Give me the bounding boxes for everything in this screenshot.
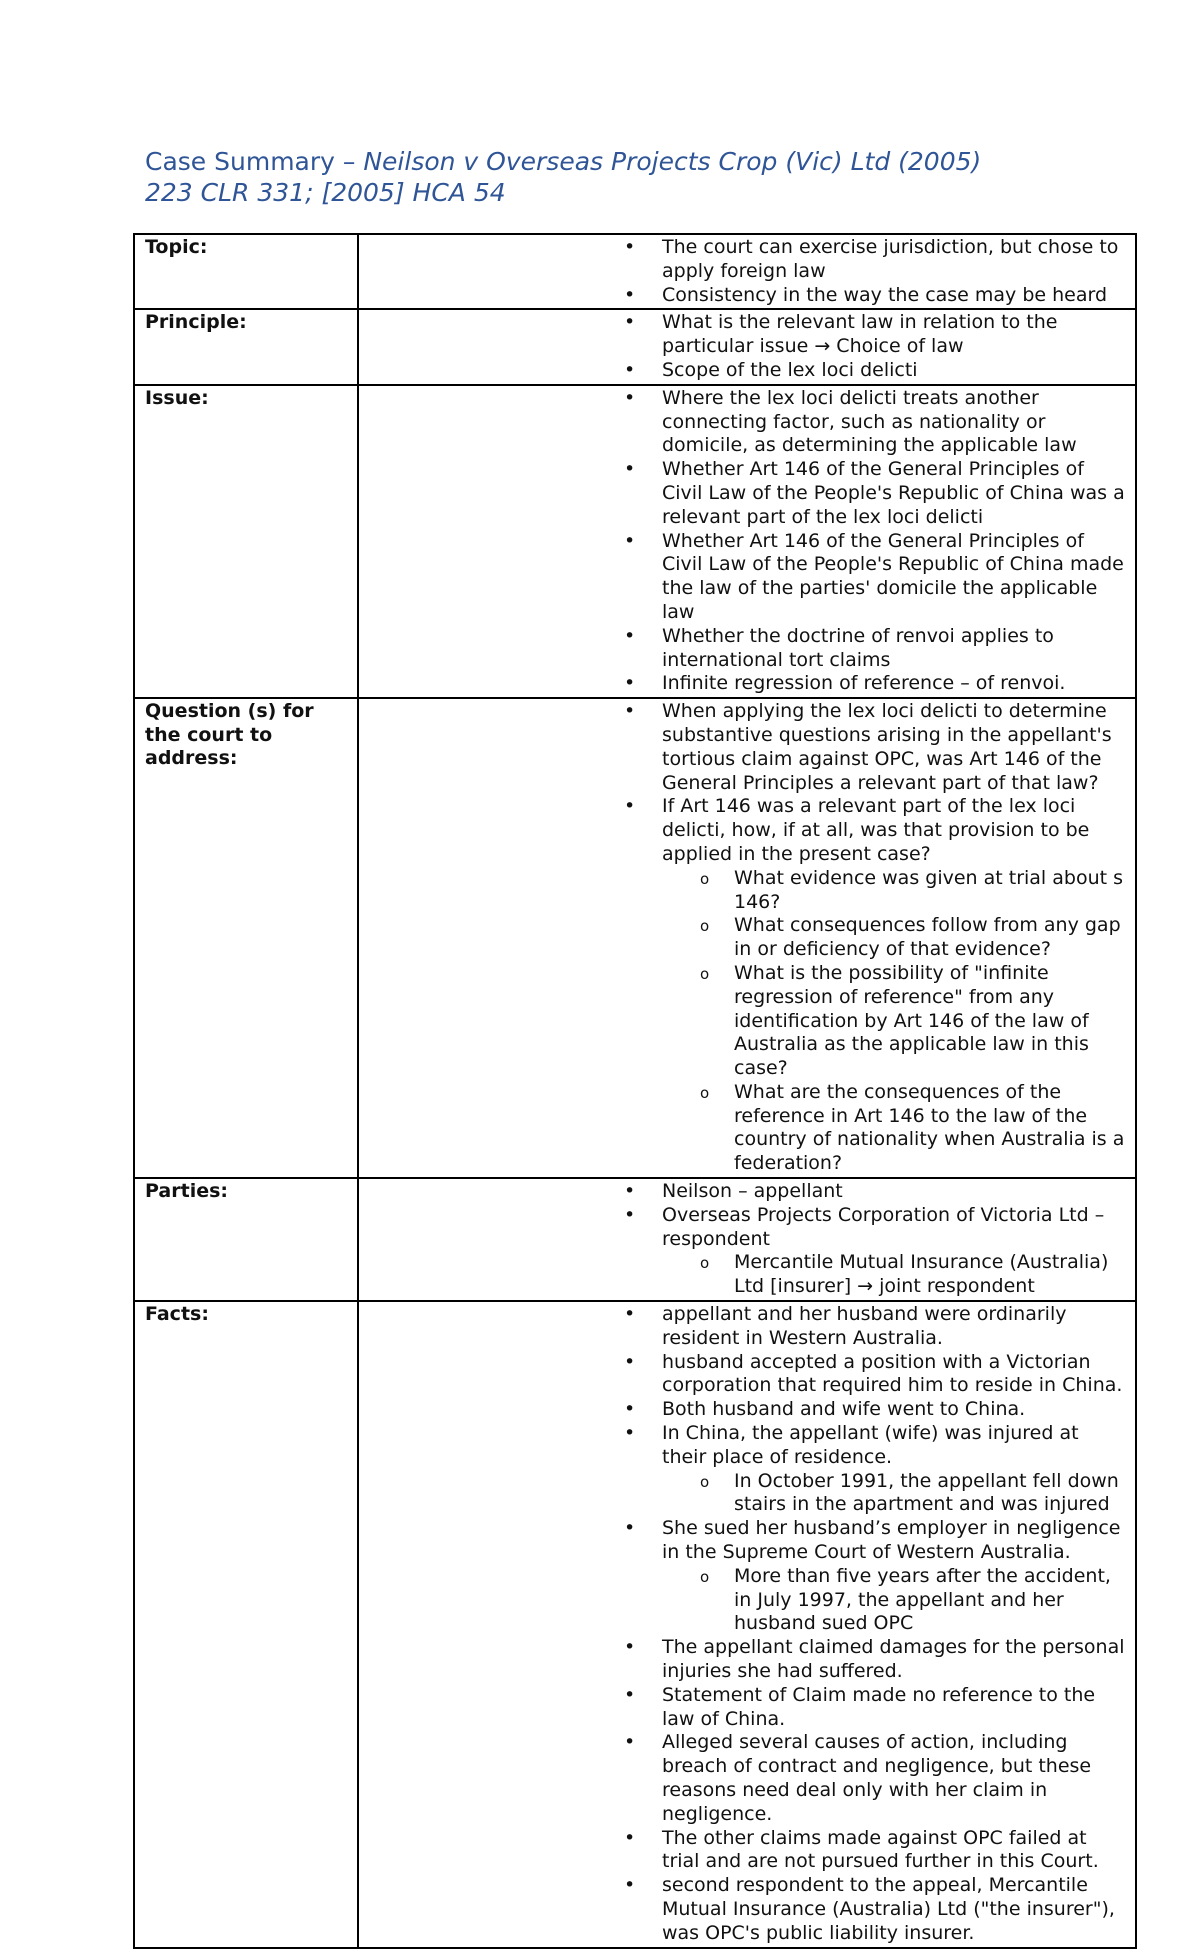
table-row bbox=[134, 698, 1136, 1178]
row-content bbox=[358, 1301, 1136, 1948]
list-item-text: husband accepted a position with a Victorian corporation that required him to reside in China. bbox=[662, 1350, 1123, 1397]
list-item bbox=[359, 1204, 1125, 1299]
row-content bbox=[358, 698, 1136, 1178]
row-label: Issue: bbox=[134, 385, 358, 698]
list-item-text: If Art 146 was a relevant part of the lex loci delicti, how, if at all, was that provision to be applied in the present case? bbox=[662, 795, 1090, 865]
bullet-list bbox=[579, 1180, 1125, 1299]
title-case-name: Neilson v Overseas Projects Crop (Vic) Ltd (2005) bbox=[363, 147, 982, 176]
sub-list bbox=[662, 1565, 1125, 1636]
list-item-text: When applying the lex loci delicti to determine substantive questions arising in the appellant's tortious claim against OPC, was Art 146 of the General Principles a relevant part of that law? bbox=[662, 700, 1112, 794]
list-item-text: Neilson – appellant bbox=[662, 1180, 843, 1203]
list-item-text: The court can exercise jurisdiction, but chose to apply foreign law bbox=[662, 236, 1119, 282]
sub-list bbox=[662, 1470, 1125, 1518]
sub-list-item: o More than five years after the accident, in July 1997, the appellant and her husband sued OPC bbox=[662, 1565, 1125, 1636]
bullet-list bbox=[579, 311, 1125, 382]
list-item bbox=[359, 387, 1125, 458]
row-label: Principle: bbox=[134, 309, 358, 384]
row-label: Facts: bbox=[134, 1301, 358, 1948]
bullet-list bbox=[579, 387, 1125, 696]
list-item bbox=[359, 359, 1125, 383]
sub-list-item: o What is the possibility of "infinite regression of reference" from any identification by Art 146 of the law of Australia as the applicable law in this case? bbox=[662, 962, 1125, 1081]
list-item-text: The other claims made against OPC failed at trial and are not pursued further in this Court. bbox=[662, 1826, 1099, 1873]
list-item-text: She sued her husband’s employer in negligence in the Supreme Court of Western Australia. bbox=[662, 1517, 1121, 1564]
sub-list bbox=[662, 867, 1125, 1176]
sub-list bbox=[662, 1251, 1125, 1299]
case-summary-table bbox=[133, 233, 1137, 1949]
list-item-text: second respondent to the appeal, Mercantile Mutual Insurance (Australia) Ltd ("the insurer"), was OPC's public liability insurer. bbox=[662, 1874, 1115, 1944]
list-item bbox=[359, 625, 1125, 673]
list-item-text: What is the relevant law in relation to the particular issue → Choice of law bbox=[662, 311, 1058, 358]
list-item bbox=[359, 1351, 1125, 1399]
list-item bbox=[359, 1303, 1125, 1351]
list-item-text: Both husband and wife went to China. bbox=[662, 1398, 1026, 1421]
list-item bbox=[359, 458, 1125, 529]
list-item-text: Scope of the lex loci delicti bbox=[662, 358, 918, 381]
sub-list-item: o In October 1991, the appellant fell down stairs in the apartment and was injured bbox=[662, 1470, 1125, 1518]
row-content bbox=[358, 309, 1136, 384]
sub-list-item: o Mercantile Mutual Insurance (Australia) Ltd [insurer] → joint respondent bbox=[662, 1251, 1125, 1299]
list-item-text: The appellant claimed damages for the personal injuries she had suffered. bbox=[662, 1636, 1125, 1683]
list-item bbox=[359, 672, 1125, 696]
sub-list-item: o What are the consequences of the reference in Art 146 to the law of the country of nationality when Australia is a federation? bbox=[662, 1081, 1125, 1176]
table-row bbox=[134, 1178, 1136, 1301]
list-item bbox=[359, 1422, 1125, 1517]
row-content bbox=[358, 385, 1136, 698]
list-item-text: In China, the appellant (wife) was injured at their place of residence. bbox=[662, 1422, 1079, 1468]
list-item-text: Whether Art 146 of the General Principles of Civil Law of the People's Republic of China was a relevant part of the lex loci delicti bbox=[662, 458, 1125, 528]
bullet-list bbox=[579, 700, 1125, 1176]
list-item bbox=[359, 1398, 1125, 1422]
sub-list-item: o What evidence was given at trial about s 146? bbox=[662, 867, 1125, 915]
list-item bbox=[359, 284, 1125, 308]
list-item-text: Statement of Claim made no reference to the law of China. bbox=[662, 1683, 1096, 1730]
title-prefix: Case Summary – bbox=[145, 147, 364, 176]
bullet-list bbox=[579, 236, 1125, 307]
list-item-text: Infinite regression of reference – of renvoi. bbox=[662, 672, 1066, 695]
list-item bbox=[359, 795, 1125, 1176]
list-item bbox=[359, 1874, 1125, 1945]
table-row bbox=[134, 1301, 1136, 1948]
list-item bbox=[359, 530, 1125, 625]
list-item bbox=[359, 1731, 1125, 1826]
list-item-text: Whether the doctrine of renvoi applies to international tort claims bbox=[662, 624, 1054, 671]
page-title bbox=[145, 146, 1145, 208]
list-item bbox=[359, 311, 1125, 359]
row-label: Parties: bbox=[134, 1178, 358, 1301]
row-label: Question (s) for the court to address: bbox=[134, 698, 358, 1178]
list-item-text: Consistency in the way the case may be heard bbox=[662, 283, 1108, 306]
title-citation: 223 CLR 331; [2005] HCA 54 bbox=[145, 178, 506, 207]
list-item bbox=[359, 1517, 1125, 1636]
list-item bbox=[359, 236, 1125, 284]
row-content bbox=[358, 1178, 1136, 1301]
bullet-list bbox=[579, 1303, 1125, 1946]
row-content bbox=[358, 234, 1136, 309]
list-item bbox=[359, 1180, 1125, 1204]
sub-list-item: o What consequences follow from any gap in or deficiency of that evidence? bbox=[662, 914, 1125, 962]
list-item-text: Where the lex loci delicti treats another connecting factor, such as nationality or domicile, as determining the applicable law bbox=[662, 386, 1077, 457]
list-item-text: Whether Art 146 of the General Principles of Civil Law of the People's Republic of China made the law of the parties' domicile the applicable law bbox=[662, 529, 1124, 623]
list-item-text: Alleged several causes of action, including breach of contract and negligence, but these reasons need deal only with her claim in negligence. bbox=[662, 1731, 1092, 1825]
table-row bbox=[134, 309, 1136, 384]
table-row bbox=[134, 234, 1136, 309]
list-item-text: Overseas Projects Corporation of Victoria Ltd – respondent bbox=[662, 1203, 1105, 1250]
list-item bbox=[359, 1684, 1125, 1732]
list-item bbox=[359, 1636, 1125, 1684]
list-item bbox=[359, 700, 1125, 795]
table-row bbox=[134, 385, 1136, 698]
list-item bbox=[359, 1827, 1125, 1875]
list-item-text: appellant and her husband were ordinarily resident in Western Australia. bbox=[662, 1303, 1067, 1349]
row-label: Topic: bbox=[134, 234, 358, 309]
